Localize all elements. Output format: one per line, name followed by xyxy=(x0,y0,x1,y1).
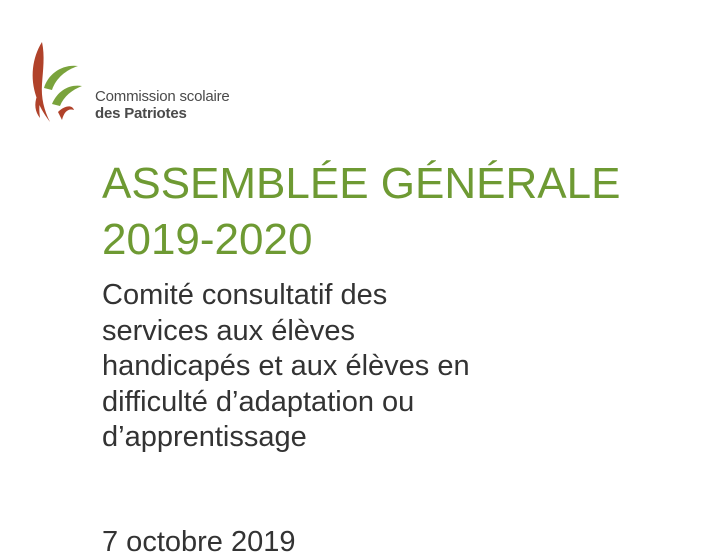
slide-subtitle xyxy=(102,278,662,456)
logo-line-2: des Patriotes xyxy=(95,105,187,122)
organization-logo xyxy=(28,38,268,128)
subtitle-line-1: Comité consultatif des xyxy=(102,279,388,311)
meeting-date: 7 octobre 2019 xyxy=(102,526,296,558)
subtitle-line-4: difficulté d’adaptation ou xyxy=(102,385,415,418)
fleur-emblem-icon xyxy=(28,38,88,128)
subtitle-line-2: services aux élèves xyxy=(102,314,356,347)
subtitle-line-5: d’apprentissage xyxy=(102,421,307,453)
title-line-2: 2019-2020 xyxy=(102,215,313,264)
logo-wordmark xyxy=(95,88,230,122)
subtitle-line-3: handicapés et aux élèves en xyxy=(102,350,470,382)
logo-line-1: Commission scolaire xyxy=(95,88,230,105)
slide-title xyxy=(102,156,702,268)
title-line-1: ASSEMBLÉE GÉNÉRALE xyxy=(102,159,621,208)
